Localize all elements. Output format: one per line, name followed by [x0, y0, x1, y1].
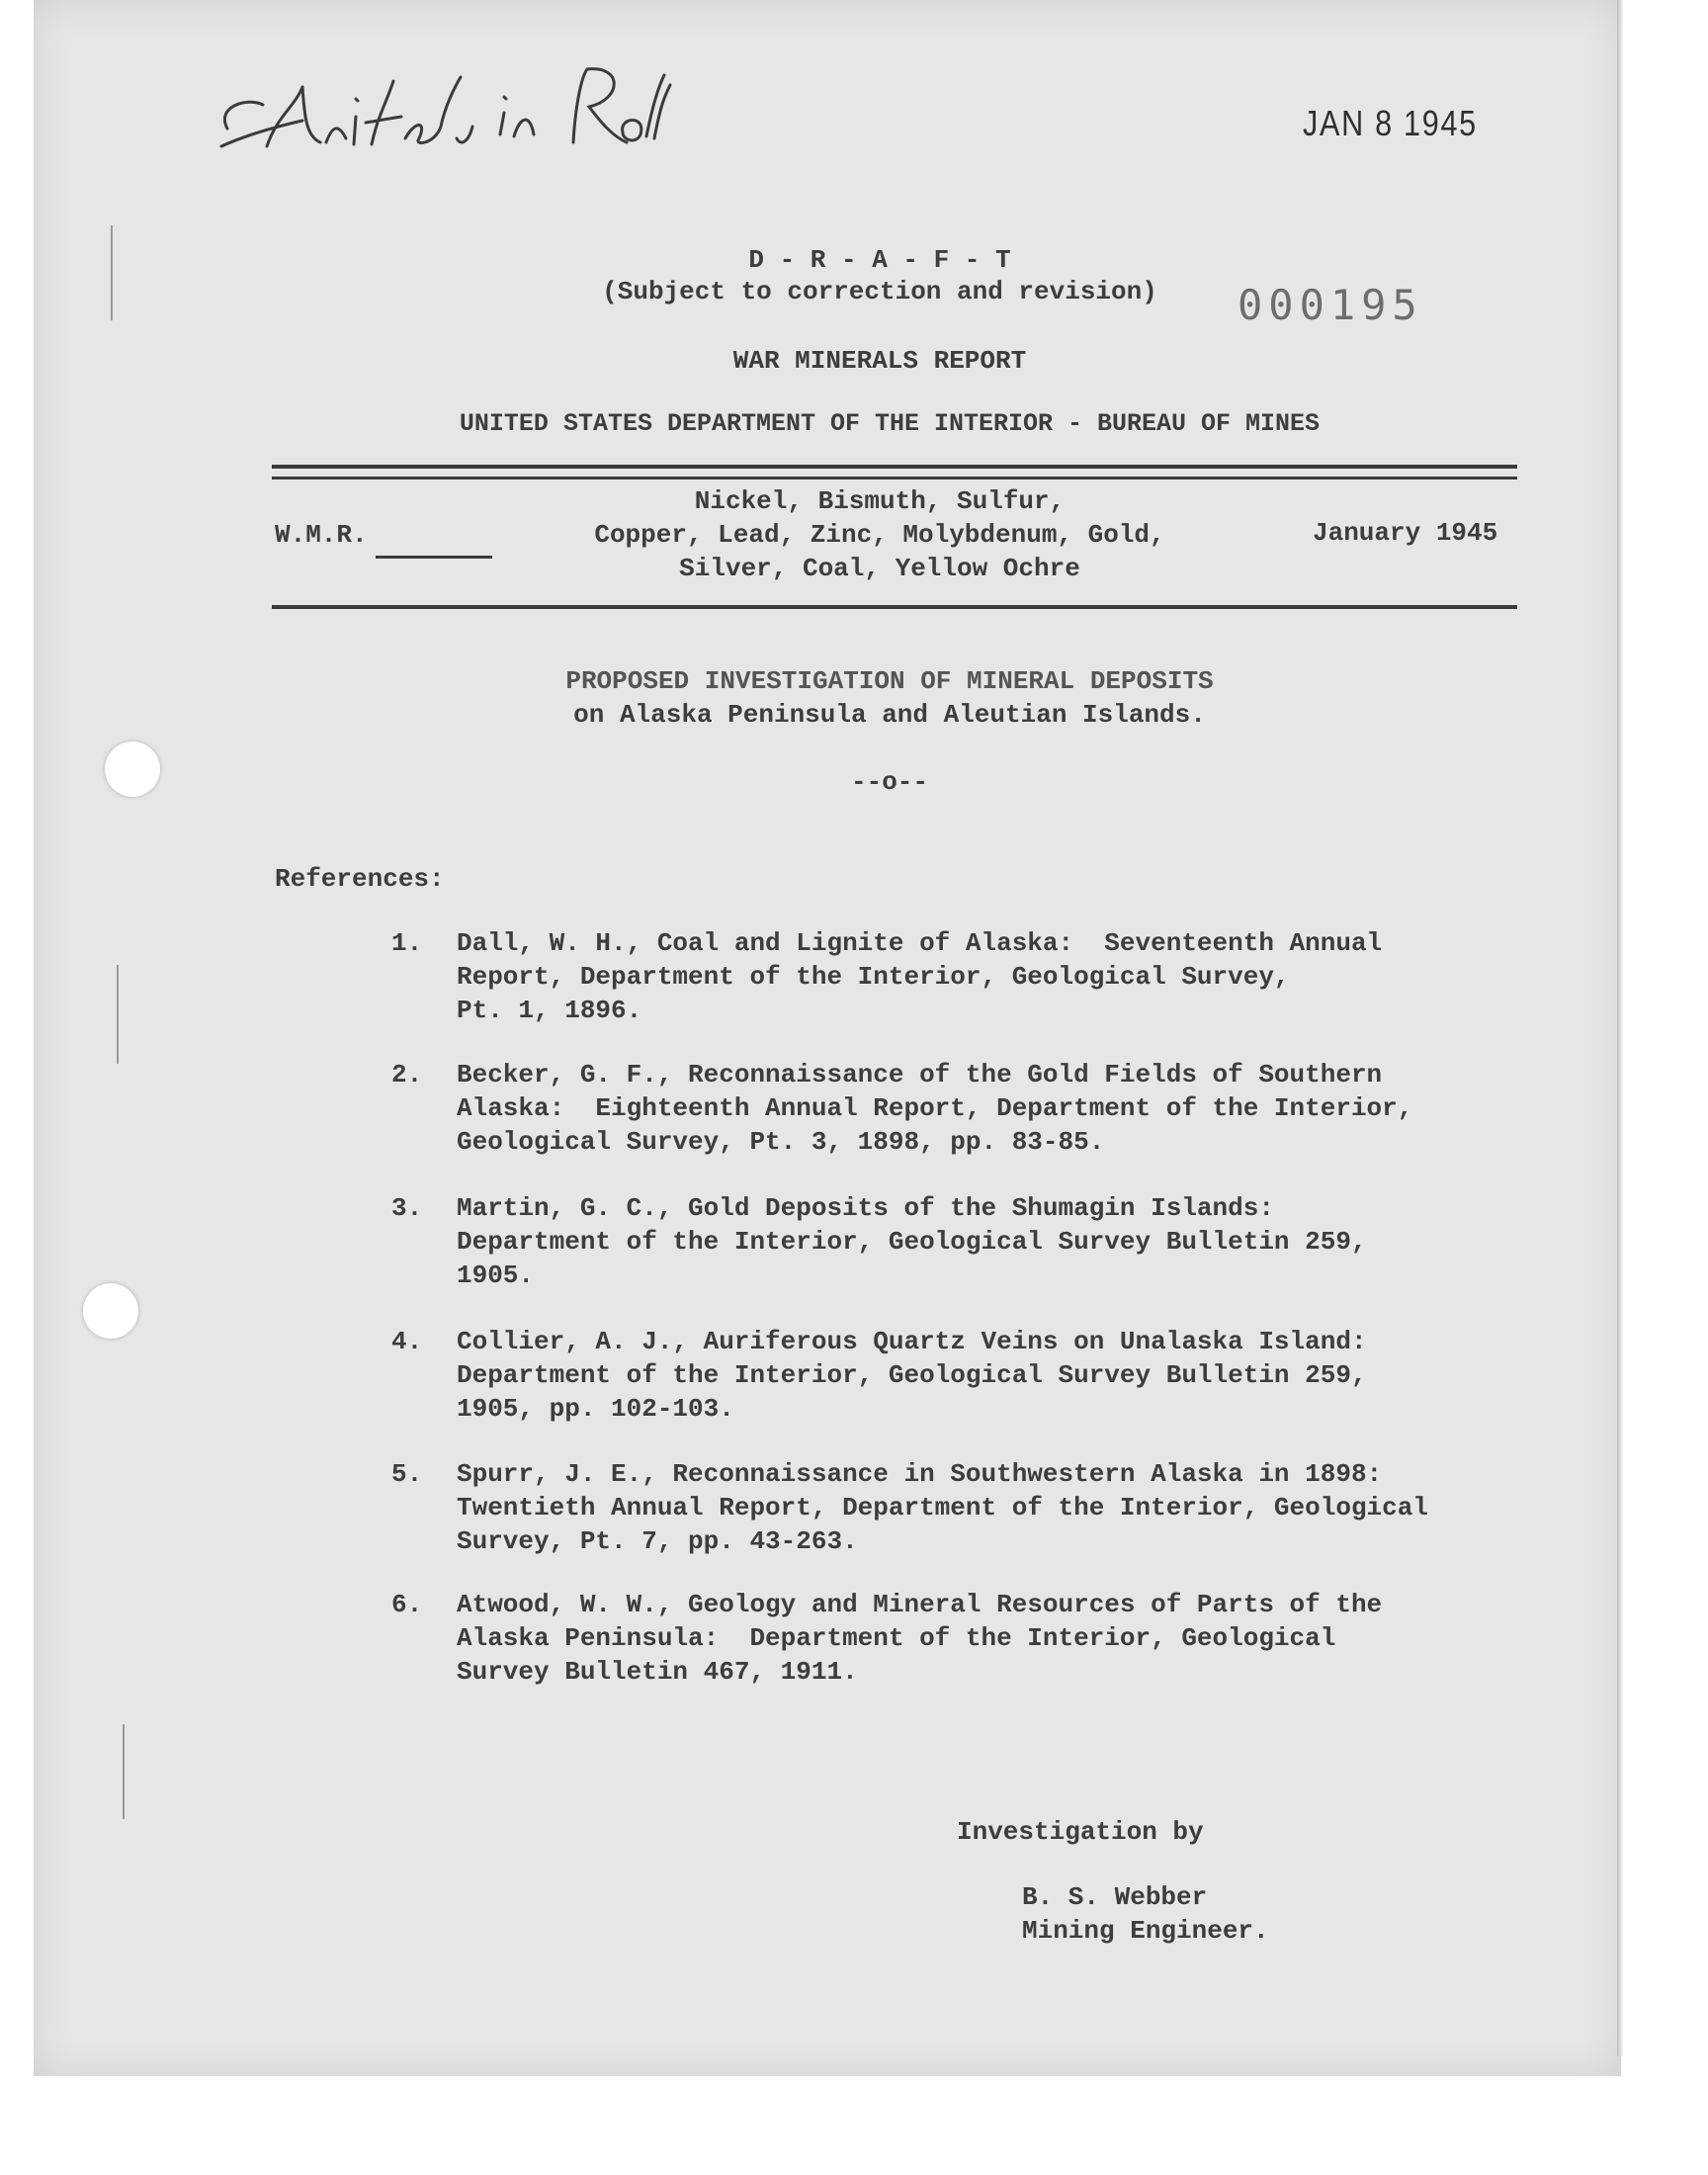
title-separator: --o--: [850, 767, 928, 797]
reference-line: Atwood, W. W., Geology and Mineral Resources of Parts of the: [457, 1590, 1383, 1619]
punch-hole-top: [105, 741, 160, 797]
document-number-stamp: 000195: [1238, 281, 1423, 329]
reference-line: Survey, Pt. 7, pp. 43-263.: [457, 1526, 858, 1556]
reference-number: 3.: [391, 1193, 423, 1223]
margin-mark: [117, 965, 119, 1064]
investigator-title: Mining Engineer.: [1022, 1916, 1269, 1946]
reference-number: 4.: [391, 1327, 423, 1356]
reference-line: Department of the Interior, Geological Survey Bulletin 259,: [457, 1227, 1367, 1257]
reference-line: Alaska Peninsula: Department of the Interior, Geological: [457, 1623, 1336, 1653]
document-subtitle: on Alaska Peninsula and Aleutian Islands.: [573, 700, 1206, 730]
references-heading: References:: [275, 864, 445, 894]
handwritten-annotation: [208, 47, 672, 176]
reference-line: Spurr, J. E., Reconnaissance in Southwestern Alaska in 1898:: [457, 1459, 1383, 1489]
reference-line: Department of the Interior, Geological Survey Bulletin 259,: [457, 1360, 1367, 1390]
reference-line: Report, Department of the Interior, Geological Survey,: [457, 962, 1290, 992]
report-date: January 1945: [1313, 518, 1498, 548]
reference-number: 1.: [391, 928, 423, 958]
reference-number: 5.: [391, 1459, 423, 1489]
reference-number: 6.: [391, 1590, 423, 1619]
reference-number: 2.: [391, 1060, 423, 1089]
received-date-stamp: JAN 8 1945: [1303, 103, 1478, 143]
wmr-blank-line: [376, 556, 492, 559]
handwriting-text: Edited in Rolla: [208, 47, 217, 48]
reference-line: Survey Bulletin 467, 1911.: [457, 1657, 858, 1687]
reference-line: Pt. 1, 1896.: [457, 996, 642, 1025]
margin-mark: [123, 1724, 125, 1819]
report-title: WAR MINERALS REPORT: [732, 346, 1027, 376]
punch-hole-bottom: [83, 1283, 138, 1339]
investigator-name: B. S. Webber: [1022, 1882, 1208, 1912]
reference-line: 1905.: [457, 1261, 535, 1290]
reference-line: Collier, A. J., Auriferous Quartz Veins on Unalaska Island:: [457, 1327, 1367, 1356]
department-heading: UNITED STATES DEPARTMENT OF THE INTERIOR - BUREAU OF MINES: [459, 409, 1321, 438]
draft-heading: D - R - A - F - T: [748, 245, 1011, 275]
reference-line: Martin, G. C., Gold Deposits of the Shumagin Islands:: [457, 1193, 1274, 1223]
draft-note: (Subject to correction and revision): [602, 277, 1157, 306]
page-edge: [1617, 0, 1623, 2056]
reference-line: Becker, G. F., Reconnaissance of the Gold Fields of Southern: [457, 1060, 1383, 1089]
reference-line: 1905, pp. 102-103.: [457, 1394, 734, 1424]
reference-line: Dall, W. H., Coal and Lignite of Alaska: Seventeenth Annual: [457, 928, 1383, 958]
header-rule-bottom: [272, 605, 1517, 609]
handwriting-scrawl: [208, 47, 672, 176]
investigation-label: Investigation by: [957, 1817, 1204, 1847]
minerals-line-2: Copper, Lead, Zinc, Molybdenum, Gold,: [594, 520, 1165, 550]
document-title: PROPOSED INVESTIGATION OF MINERAL DEPOSITS: [565, 666, 1214, 696]
header-rule-top-thin: [272, 477, 1517, 479]
margin-mark: [111, 225, 113, 320]
wmr-label: W.M.R.: [275, 520, 368, 550]
minerals-line-1: Nickel, Bismuth, Sulfur,: [694, 486, 1066, 516]
reference-line: Geological Survey, Pt. 3, 1898, pp. 83-85.: [457, 1127, 1105, 1157]
reference-line: Twentieth Annual Report, Department of the Interior, Geological: [457, 1493, 1428, 1522]
minerals-line-3: Silver, Coal, Yellow Ochre: [679, 554, 1080, 583]
header-rule-top: [272, 465, 1517, 469]
reference-line: Alaska: Eighteenth Annual Report, Department of the Interior,: [457, 1093, 1413, 1123]
